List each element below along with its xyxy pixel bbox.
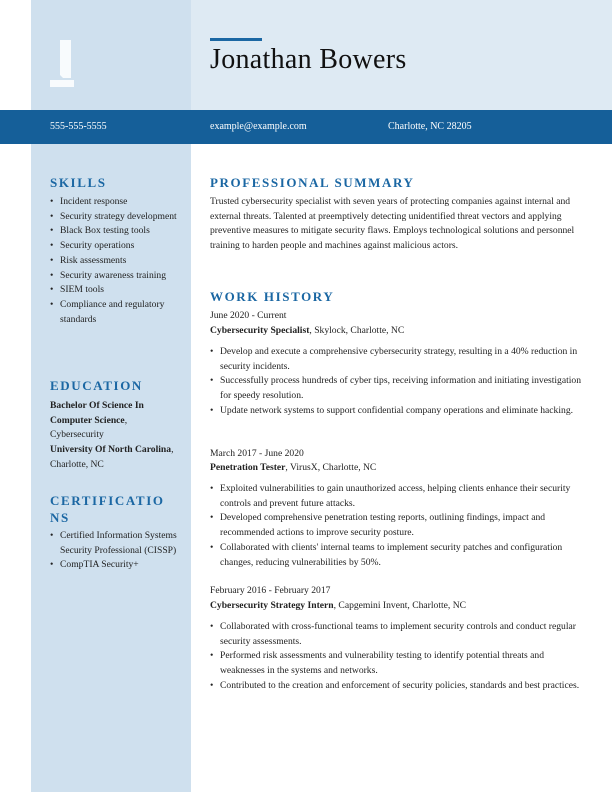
education-block [50, 399, 180, 473]
certification-item: • Certified Information Systems Security Professional (CISSP) [50, 529, 180, 558]
skill-item: • Incident response [50, 195, 180, 210]
contact-phone[interactable]: 555-555-5555 [50, 121, 107, 132]
job-bullet: • Developed comprehensive penetration testing reports, outlining findings, impact and recommended actions to improve security posture. [210, 511, 582, 540]
job-dates: June 2020 - Current [210, 310, 287, 321]
job-bullet: • Collaborated with clients' internal teams to implement security patches and configuration changes, reducing vulnerabilities by 50%. [210, 541, 582, 570]
certification-item: • CompTIA Security+ [50, 558, 180, 573]
skill-item: • SIEM tools [50, 283, 180, 298]
job-company: , VirusX, Charlotte, NC [285, 462, 377, 473]
job-role: Penetration Tester [210, 462, 286, 473]
contact-location: Charlotte, NC 28205 [388, 121, 472, 132]
monogram-logo [50, 40, 76, 88]
job-title-line [210, 462, 376, 473]
job-bullet: • Successfully process hundreds of cyber tips, receiving information and initiating investigation for speedy resolution. [210, 374, 582, 403]
job-bullets [210, 482, 582, 570]
job-company: , Capgemini Invent, Charlotte, NC [333, 600, 467, 611]
education-field: , Cybersecurity [50, 414, 128, 441]
job-bullet: • Performed risk assessments and vulnerability testing to identify potential threats and weaknesses in the systems and networks. [210, 649, 582, 678]
skill-item: • Security awareness training [50, 269, 180, 284]
skill-item: • Compliance and regulatory standards [50, 298, 180, 327]
skill-item: • Security operations [50, 239, 180, 254]
education-heading: EDUCATION [50, 378, 143, 393]
education-school-location: , Charlotte, NC [50, 444, 174, 470]
name-accent-rule [210, 38, 262, 41]
education-degree-line [50, 399, 180, 443]
job-dates: March 2017 - June 2020 [210, 448, 304, 459]
job-bullet: • Contributed to the creation and enforcement of security policies, standards and best practices. [210, 679, 582, 694]
education-school-line [50, 443, 180, 472]
job-title-line [210, 325, 404, 336]
skill-item: • Black Box testing tools [50, 224, 180, 239]
job-bullet: • Exploited vulnerabilities to gain unauthorized access, helping clients enhance their security controls and prevent future attacks. [210, 482, 582, 511]
job-role: Cybersecurity Strategy Intern [210, 600, 334, 611]
work-history-heading: WORK HISTORY [210, 289, 335, 304]
certifications-heading: CERTIFICATIONS [50, 493, 165, 525]
job-bullet: • Develop and execute a comprehensive cybersecurity strategy, resulting in a 40% reduction in security incidents. [210, 345, 582, 374]
skills-heading: SKILLS [50, 175, 107, 190]
education-degree: Bachelor Of Science In Computer Science [50, 400, 144, 426]
skill-item: • Risk assessments [50, 254, 180, 269]
skill-item: • Security strategy development [50, 210, 180, 225]
job-company: , Skylock, Charlotte, NC [309, 325, 405, 336]
job-dates: February 2016 - February 2017 [210, 585, 331, 596]
job-bullets [210, 345, 582, 419]
certifications-list [50, 529, 180, 573]
job-title-line [210, 600, 466, 611]
summary-text: Trusted cybersecurity specialist with seven years of protecting companies against internal and external threats. Talented at preemptively detecting unidentified threat vectors and applying preventive measures to mitigate security flaws. Employs technological solutions and personnel training to harden people and machines against malicious actors. [210, 196, 575, 252]
job-bullet: • Update network systems to support confidential company operations and eliminate hacking. [210, 404, 582, 419]
job-bullet: • Collaborated with cross-functional teams to implement security controls and conduct regular security assessments. [210, 620, 582, 649]
job-role: Cybersecurity Specialist [210, 325, 310, 336]
skills-list [50, 195, 180, 327]
contact-email[interactable]: example@example.com [210, 121, 307, 132]
summary-heading: PROFESSIONAL SUMMARY [210, 175, 415, 190]
candidate-name: Jonathan Bowers [210, 44, 407, 75]
education-school: University Of North Carolina [50, 444, 172, 456]
job-bullets [210, 620, 582, 694]
